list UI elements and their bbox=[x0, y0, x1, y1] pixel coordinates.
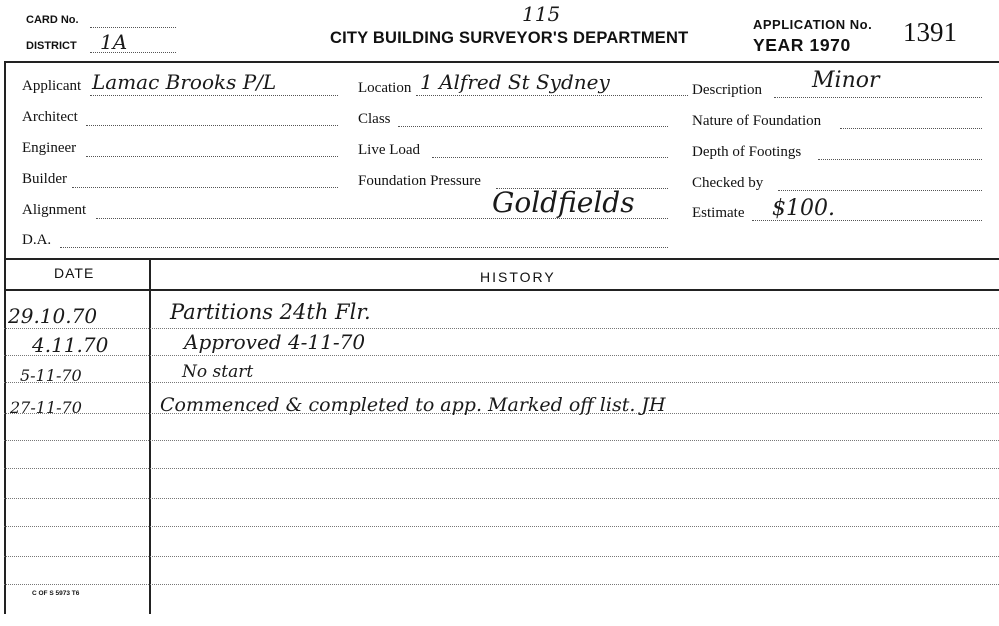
ruled-line bbox=[4, 526, 999, 527]
ruled-line bbox=[4, 440, 999, 441]
left-border bbox=[4, 62, 6, 614]
ruled-line bbox=[4, 468, 999, 469]
description-value: Minor bbox=[812, 68, 880, 93]
da-label: D.A. bbox=[22, 232, 52, 248]
history-row-text: Approved 4-11-70 bbox=[184, 330, 366, 354]
goldfields-note: Goldfields bbox=[492, 186, 635, 219]
history-row-date: 27-11-70 bbox=[10, 398, 82, 417]
ruled-line bbox=[4, 328, 999, 329]
class-label: Class bbox=[358, 111, 391, 127]
alignment-label: Alignment bbox=[22, 202, 87, 218]
date-column-header: DATE bbox=[54, 265, 95, 281]
foundation-pressure-label: Foundation Pressure bbox=[358, 173, 481, 189]
description-label: Description bbox=[692, 82, 762, 98]
description-line bbox=[774, 97, 982, 98]
ruled-line bbox=[4, 355, 999, 356]
history-row-date: 29.10.70 bbox=[8, 304, 98, 328]
engineer-label: Engineer bbox=[22, 140, 77, 156]
table-top-rule bbox=[4, 258, 999, 260]
history-row-text: Commenced & completed to app. Marked off list. JH bbox=[160, 394, 666, 416]
date-column-divider bbox=[149, 260, 151, 614]
history-row-text: No start bbox=[182, 362, 254, 382]
header-rule bbox=[4, 61, 999, 63]
application-number: 1391 bbox=[903, 17, 957, 47]
department-title: CITY BUILDING SURVEYOR'S DEPARTMENT bbox=[330, 29, 689, 47]
depth-of-footings-line bbox=[818, 159, 982, 160]
ruled-line bbox=[4, 382, 999, 383]
nature-of-foundation-line bbox=[840, 128, 982, 129]
engineer-line bbox=[86, 156, 338, 157]
architect-label: Architect bbox=[22, 109, 78, 125]
ruled-line bbox=[4, 584, 999, 585]
history-row-text: Partitions 24th Flr. bbox=[170, 300, 371, 324]
form-code: C OF S 5973 T6 bbox=[32, 590, 80, 597]
table-header-rule bbox=[4, 289, 999, 291]
applicant-label: Applicant bbox=[22, 78, 82, 94]
live-load-line bbox=[432, 157, 668, 158]
location-line bbox=[416, 95, 688, 96]
checked-by-line bbox=[778, 190, 982, 191]
da-line bbox=[60, 247, 668, 248]
history-row-date: 4.11.70 bbox=[32, 333, 109, 357]
history-column-header: HISTORY bbox=[480, 269, 556, 285]
builder-label: Builder bbox=[22, 171, 67, 187]
applicant-value: Lamac Brooks P/L bbox=[92, 70, 277, 94]
applicant-line bbox=[90, 95, 338, 96]
ruled-line bbox=[4, 498, 999, 499]
live-load-label: Live Load bbox=[358, 142, 421, 158]
architect-line bbox=[86, 125, 338, 126]
year-label: YEAR 1970 bbox=[753, 35, 851, 55]
card-no-line bbox=[90, 27, 176, 28]
location-value: 1 Alfred St Sydney bbox=[420, 70, 610, 94]
estimate-label: Estimate bbox=[692, 205, 745, 221]
checked-by-label: Checked by bbox=[692, 175, 764, 191]
depth-of-footings-label: Depth of Footings bbox=[692, 144, 802, 160]
card-no-label: CARD No. bbox=[26, 14, 79, 26]
builder-line bbox=[72, 187, 338, 188]
application-no-label: APPLICATION No. bbox=[753, 17, 873, 32]
history-row-date: 5-11-70 bbox=[20, 366, 82, 385]
nature-of-foundation-label: Nature of Foundation bbox=[692, 113, 822, 129]
estimate-value: $100. bbox=[772, 196, 835, 221]
top-annotation: 115 bbox=[522, 2, 561, 26]
district-value: 1A bbox=[100, 30, 128, 54]
class-line bbox=[398, 126, 668, 127]
district-label: DISTRICT bbox=[26, 40, 77, 52]
location-label: Location bbox=[358, 80, 412, 96]
ruled-line bbox=[4, 556, 999, 557]
